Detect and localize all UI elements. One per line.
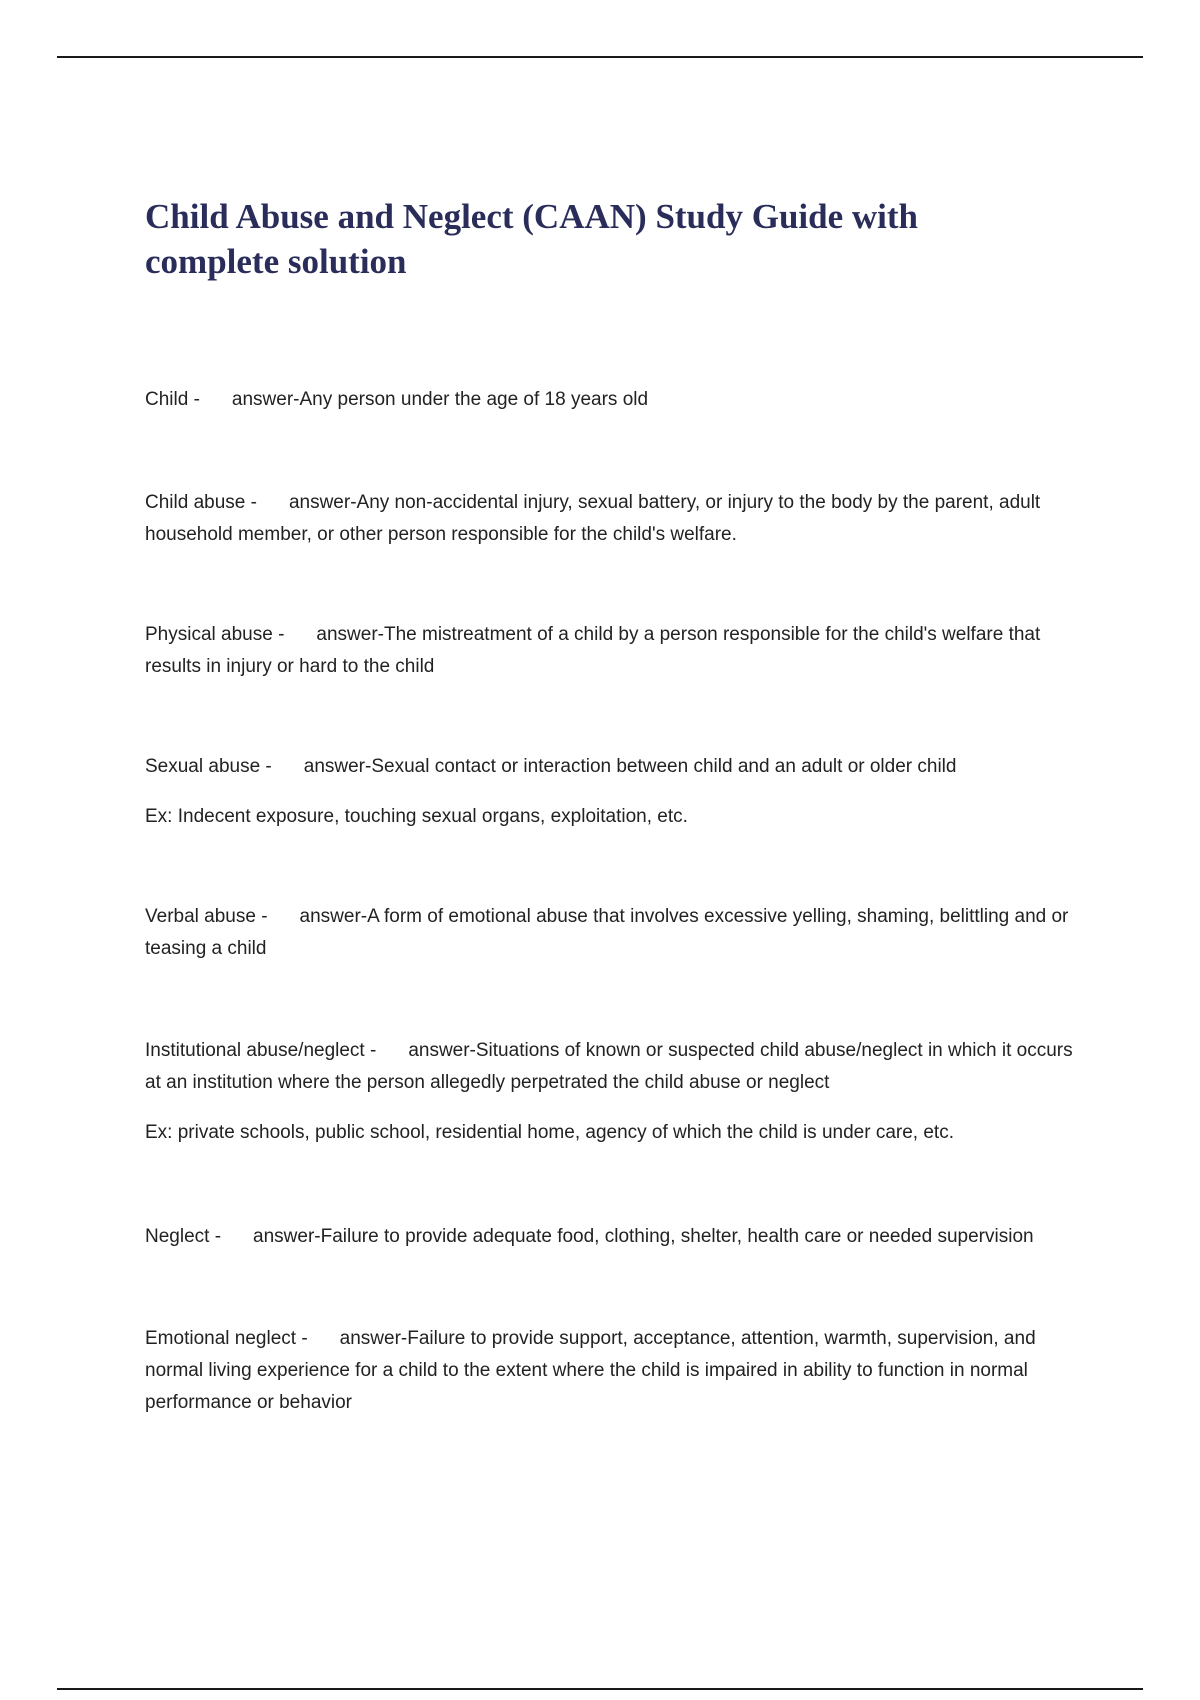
glossary-list xyxy=(145,384,1090,1419)
glossary-entry-sexual-abuse xyxy=(145,751,1090,833)
entry-answer: answer-Situations of known or suspected child abuse/neglect in which it occurs at an institution where the person allegedly perpetrated the child abuse or neglect xyxy=(145,1040,1073,1093)
entry-term: Child abuse - xyxy=(145,492,257,513)
entry-term: Verbal abuse - xyxy=(145,906,268,927)
entry-term: Emotional neglect - xyxy=(145,1328,308,1349)
glossary-entry-neglect xyxy=(145,1221,1090,1253)
footer-rule xyxy=(57,1688,1143,1690)
entry-answer: answer-Failure to provide support, acceptance, attention, warmth, supervision, and normal living experience for a child to the extent where the child is impaired in ability to function in normal performance or behavior xyxy=(145,1328,1036,1413)
entry-term: Sexual abuse - xyxy=(145,756,272,777)
glossary-entry-institutional-abuse xyxy=(145,1035,1090,1149)
entry-answer: answer-The mistreatment of a child by a person responsible for the child's welfare that results in injury or hard to the child xyxy=(145,624,1041,677)
entry-example: Ex: Indecent exposure, touching sexual organs, exploitation, etc. xyxy=(145,806,688,827)
glossary-entry-child xyxy=(145,384,1090,416)
entry-answer: answer-Failure to provide adequate food, clothing, shelter, health care or needed supervision xyxy=(253,1226,1034,1247)
entry-answer: answer-A form of emotional abuse that involves excessive yelling, shaming, belittling and or teasing a child xyxy=(145,906,1069,959)
glossary-entry-child-abuse xyxy=(145,487,1090,551)
glossary-entry-emotional-neglect xyxy=(145,1323,1090,1419)
entry-answer: answer-Any non-accidental injury, sexual battery, or injury to the body by the parent, adult household member, or other person responsible for the child's welfare. xyxy=(145,492,1041,545)
entry-term: Physical abuse - xyxy=(145,624,285,645)
header-rule xyxy=(57,56,1143,58)
entry-answer: answer-Sexual contact or interaction between child and an adult or older child xyxy=(303,756,957,777)
glossary-entry-verbal-abuse xyxy=(145,901,1090,965)
entry-term: Child - xyxy=(145,389,200,410)
entry-term: Institutional abuse/neglect - xyxy=(145,1040,377,1061)
entry-term: Neglect - xyxy=(145,1226,222,1247)
document-title: Child Abuse and Neglect (CAAN) Study Guide with complete solution xyxy=(145,197,919,281)
entry-example: Ex: private schools, public school, residential home, agency of which the child is under care, etc. xyxy=(145,1122,954,1143)
entry-answer: answer-Any person under the age of 18 years old xyxy=(231,389,649,410)
glossary-entry-physical-abuse xyxy=(145,619,1090,683)
